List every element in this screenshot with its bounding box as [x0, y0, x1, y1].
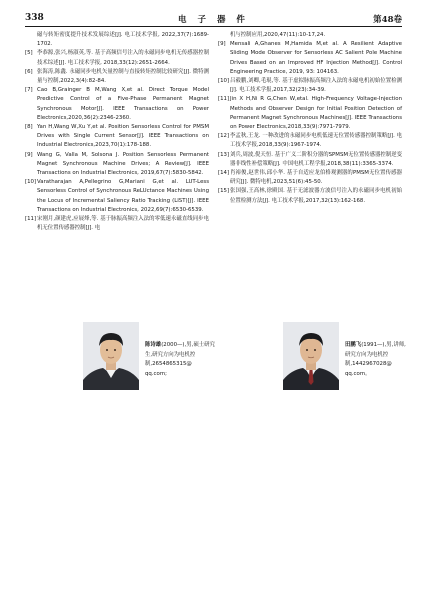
reference-text: Wang G, Valla M, Solsona J. Position Sensorless Permanent Magnet Synchronous Machine Drives; A Review[J]. IEEE Transactions on Industrial Electronics, 2019,67(7):5830-5842.: [37, 151, 209, 177]
reference-number: [15]: [218, 188, 230, 195]
volume-label: 第48卷: [373, 15, 402, 25]
author-details: (1991—),男,讲师,研究方向为电机控制,1442967028@ qq.com。: [345, 342, 406, 377]
reference-number: [8]: [25, 124, 33, 131]
author-bio: [145, 341, 215, 379]
reference-entry: [218, 132, 402, 150]
reference-text: Yan H,Wang W,Xu Y,et al. Position Sensorless Control for PMSM Drives with Single Current Sensor[J]. IEEE Transactions on Industrial Electronics,2023,70(1):178-188.: [37, 124, 209, 149]
author-bio: [345, 341, 407, 379]
reference-entry: [25, 31, 209, 49]
reference-text: 磁与转矩密度提升技术发展综述[J]. 电工技术学报, 2022,37(7):1689-1702.: [37, 32, 209, 48]
reference-entry: [25, 178, 209, 215]
reference-text: 张海涛,陈鑫. 永磁同步电机矢量控制与直接转矩控制比较研究[J]. 微特测量与控制,2022,3(4):82-84.: [37, 68, 209, 85]
reference-entry: [25, 86, 209, 123]
reference-number: [7]: [25, 87, 33, 94]
author-details: (2000—),男,硕士研究生,研究方向为电机控制,2654865315@ qq.com;: [145, 342, 215, 377]
reference-number: [5]: [25, 50, 33, 57]
reference-number: [9]: [25, 151, 33, 158]
author-photo: [83, 322, 139, 390]
reference-entry: [25, 215, 209, 233]
reference-text: 肖裕俊,赵世伟,邱小华. 基于自适应龙伯格观测器的PMSM无位置传感器研究[J]. 微特电机,2023,51(6):45-50.: [230, 170, 402, 186]
journal-title: 电 子 器 件: [178, 15, 249, 25]
reference-text: Cao B,Grainger B M,Wang X,et al. Direct Torque Model Predictive Control of a Five-Phase Permanent Magnet Synchronous Motor[J]. IEEE Transactions on Power Electronics,2020,36(2):2346-2360.: [37, 87, 209, 121]
reference-text: 张国强,王高林,徐殿国. 基于无滤波器方波信号注入的永磁同步电机初始位置检测方法[J]. 电工技术学报,2017,32(13):162-168.: [230, 188, 402, 204]
author-portrait-icon: [283, 322, 339, 390]
reference-number: [13]: [218, 151, 230, 158]
reference-number: [10]: [25, 179, 37, 186]
reference-text: 吕毅鹏,刘卿,毛琨,等. 基于虚拟脉振高频注入法的永磁电机初始位置检测[J]. 电工技术学报,2017,32(23):34-39.: [230, 78, 402, 94]
author-name: 田鹏飞: [345, 342, 362, 348]
reference-entry: [218, 77, 402, 95]
reference-text: 机与控制应用,2020,47(11):10-17,24.: [230, 32, 326, 38]
reference-text: Mensali A,Ghanes M,Hamida M,et al. A Resilient Adaptive Sliding Mode Observer for Sensorless AC Salient Pole Machine Drives Based on an Improved HF Injection Method[J]. Control Engineering Practice, 2019, 93: 104163.: [230, 41, 402, 75]
reference-entry: [218, 95, 402, 132]
references-left-column: [25, 31, 209, 233]
reference-text: 李恭源,张兴,杨淑英,等. 基于高频信号注入的永磁同步电机无传感器控制技术综述[J]. 电工技术学报, 2018,33(12):2651-2664.: [37, 50, 209, 66]
reference-number: [10]: [218, 78, 230, 85]
header-rule: [25, 26, 402, 27]
reference-number: [12]: [218, 133, 230, 140]
reference-entry: [218, 169, 402, 187]
page-number: 338: [25, 13, 44, 23]
author-name: 陈诗雄: [145, 342, 162, 348]
reference-number: [14]: [218, 170, 230, 177]
reference-text: 宋刚月,颜建虎,应展烽,等. 基于脉振高频注入法的零低速永磁直线同步电机无位置传感器控制[J]. 电: [37, 216, 209, 232]
reference-entry: [218, 40, 402, 77]
reference-number: [11]: [25, 216, 37, 223]
reference-entry: [25, 68, 209, 86]
reference-number: [9]: [218, 41, 226, 48]
references-right-column: [218, 31, 402, 206]
reference-number: [11]: [218, 96, 230, 103]
author-portrait-icon: [83, 322, 139, 390]
reference-text: Varatharajan A,Pellegrino G,Mariani G,et al. LUT-Less Sensorless Control of Synchronous ReLUctance Machines Using the Locus of Incremental Saliency Ratio Tracking (LIST)[J]. IEEE Transactions on Industrial Electronics, 2022,69(7):6530-6539.: [37, 179, 209, 213]
reference-entry: [25, 49, 209, 67]
reference-entry: [25, 151, 209, 179]
reference-entry: [25, 123, 209, 151]
reference-entry: [218, 187, 402, 205]
reference-entry: [218, 151, 402, 169]
reference-text: Jin X H,Ni R G,Chen W,etal. High-Frequency Voltage-Injection Methods and Observer Design for Initial Position Detection of Permanent Magnet Synchronous Machines[J]. IEEE Transactions on Power Electronics,2018,33(9):7971-7979.: [230, 96, 402, 131]
reference-text: 刘兵,周波,倪天恒. 基于广义二阶积分器的SPMSM无位置传感器控制逆变器非线性补偿策略[J]. 中国电机工程学报,2018,38(11):3365-3374.: [230, 151, 402, 167]
author-photo: [283, 322, 339, 390]
reference-number: [6]: [25, 68, 33, 75]
reference-entry: [218, 31, 402, 40]
reference-text: 李孟秋,王龙. 一种改进的永磁同步电机低速无位置传感器控制策略[J]. 电工技术学报,2018,33(9):1967-1974.: [230, 133, 402, 149]
